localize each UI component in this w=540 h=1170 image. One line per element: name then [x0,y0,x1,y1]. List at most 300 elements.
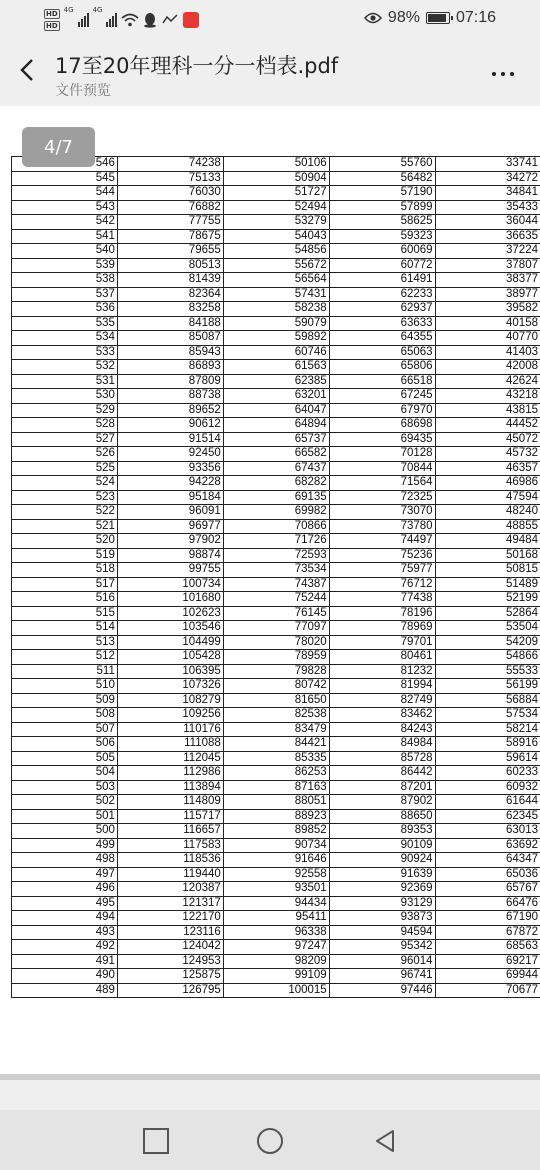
table-cell: 62345 [435,809,540,824]
table-cell: 86253 [223,766,329,781]
table-cell: 71564 [329,476,435,491]
table-cell: 76882 [117,200,223,215]
table-cell: 536 [12,302,118,317]
table-cell: 89652 [117,403,223,418]
table-cell: 91514 [117,432,223,447]
table-cell: 47594 [435,490,540,505]
table-cell: 57431 [223,287,329,302]
table-row [12,229,540,244]
table-cell: 111088 [117,737,223,752]
table-row [12,316,540,331]
signal-icon [78,13,89,27]
table-cell: 56482 [329,171,435,186]
table-cell: 34272 [435,171,540,186]
table-cell: 61644 [435,795,540,810]
table-cell: 70677 [435,983,540,998]
table-cell: 66518 [329,374,435,389]
table-row [12,447,540,462]
table-cell: 503 [12,780,118,795]
table-cell: 63692 [435,838,540,853]
table-cell: 514 [12,621,118,636]
table-cell: 36635 [435,229,540,244]
table-cell: 37807 [435,258,540,273]
table-cell: 54043 [223,229,329,244]
table-cell: 90734 [223,838,329,853]
table-cell: 99109 [223,969,329,984]
table-cell: 66476 [435,896,540,911]
table-cell: 91639 [329,867,435,882]
table-row [12,606,540,621]
score-table [11,156,540,998]
table-cell: 82364 [117,287,223,302]
table-cell: 498 [12,853,118,868]
table-cell: 52199 [435,592,540,607]
table-row [12,258,540,273]
table-cell: 90109 [329,838,435,853]
table-cell: 75244 [223,592,329,607]
table-cell: 90924 [329,853,435,868]
table-cell: 96091 [117,505,223,520]
table-cell: 84421 [223,737,329,752]
table-cell: 87809 [117,374,223,389]
table-cell: 60233 [435,766,540,781]
table-cell: 94228 [117,476,223,491]
table-cell: 77755 [117,215,223,230]
notification-icon [161,13,179,27]
table-row [12,244,540,259]
table-cell: 125875 [117,969,223,984]
table-cell: 38977 [435,287,540,302]
table-cell: 64347 [435,853,540,868]
table-cell: 104499 [117,635,223,650]
table-cell: 108279 [117,693,223,708]
table-cell: 68563 [435,940,540,955]
table-cell: 88051 [223,795,329,810]
hd-badges [44,9,60,31]
table-cell: 490 [12,969,118,984]
table-cell: 70866 [223,519,329,534]
table-cell: 85728 [329,751,435,766]
table-cell: 78675 [117,229,223,244]
table-cell: 510 [12,679,118,694]
table-cell: 114809 [117,795,223,810]
table-cell: 85335 [223,751,329,766]
table-cell: 96014 [329,954,435,969]
table-cell: 69982 [223,505,329,520]
table-cell: 544 [12,186,118,201]
table-cell: 76030 [117,186,223,201]
table-cell: 65737 [223,432,329,447]
wifi-icon [121,13,139,27]
table-cell: 113894 [117,780,223,795]
table-row [12,577,540,592]
table-cell: 81650 [223,693,329,708]
battery-percent: 98% [387,9,420,26]
table-cell: 93129 [329,896,435,911]
table-cell: 57534 [435,708,540,723]
table-cell: 528 [12,418,118,433]
table-cell: 117583 [117,838,223,853]
table-cell: 41403 [435,345,540,360]
table-cell: 51489 [435,577,540,592]
table-cell: 62233 [329,287,435,302]
table-cell: 539 [12,258,118,273]
table-cell: 523 [12,490,118,505]
table-cell: 78969 [329,621,435,636]
table-cell: 34841 [435,186,540,201]
battery-icon [426,12,450,24]
table-row [12,795,540,810]
table-row [12,461,540,476]
table-cell: 495 [12,896,118,911]
table-cell: 67245 [329,389,435,404]
table-cell: 84188 [117,316,223,331]
table-row [12,809,540,824]
table-cell: 112045 [117,751,223,766]
table-cell: 520 [12,534,118,549]
table-row [12,476,540,491]
table-cell: 81439 [117,273,223,288]
table-row [12,215,540,230]
table-cell: 97446 [329,983,435,998]
table-cell: 80513 [117,258,223,273]
table-cell: 527 [12,432,118,447]
table-row [12,838,540,853]
table-cell: 72593 [223,548,329,563]
table-cell: 43815 [435,403,540,418]
table-row [12,650,540,665]
table-cell: 58214 [435,722,540,737]
table-cell: 119440 [117,867,223,882]
table-cell: 538 [12,273,118,288]
more-options-icon[interactable] [492,72,514,76]
table-cell: 521 [12,519,118,534]
table-cell: 46357 [435,461,540,476]
table-row [12,708,540,723]
table-cell: 37224 [435,244,540,259]
table-cell: 85943 [117,345,223,360]
table-cell: 109256 [117,708,223,723]
table-cell: 83479 [223,722,329,737]
table-cell: 126795 [117,983,223,998]
table-row [12,867,540,882]
table-cell: 110176 [117,722,223,737]
table-row [12,693,540,708]
table-cell: 54209 [435,635,540,650]
table-cell: 497 [12,867,118,882]
table-row [12,490,540,505]
table-row [12,766,540,781]
table-row [12,374,540,389]
table-cell: 50106 [223,157,329,172]
table-row [12,186,540,201]
table-cell: 63201 [223,389,329,404]
table-cell: 87163 [223,780,329,795]
table-cell: 35433 [435,200,540,215]
table-cell: 97247 [223,940,329,955]
table-cell: 99755 [117,563,223,578]
table-cell: 530 [12,389,118,404]
table-row [12,432,540,447]
table-cell: 77438 [329,592,435,607]
table-cell: 63013 [435,824,540,839]
table-cell: 65767 [435,882,540,897]
home-button[interactable] [257,1128,283,1154]
table-cell: 53504 [435,621,540,636]
table-cell: 97902 [117,534,223,549]
table-cell: 500 [12,824,118,839]
table-cell: 51727 [223,186,329,201]
table-cell: 78959 [223,650,329,665]
table-row [12,635,540,650]
title-bar [0,40,540,106]
table-row [12,287,540,302]
table-row [12,505,540,520]
table-cell: 71726 [223,534,329,549]
table-cell: 124953 [117,954,223,969]
table-cell: 40158 [435,316,540,331]
table-cell: 493 [12,925,118,940]
table-cell: 105428 [117,650,223,665]
table-cell: 44452 [435,418,540,433]
table-row [12,969,540,984]
table-cell: 96977 [117,519,223,534]
table-cell: 507 [12,722,118,737]
table-cell: 100015 [223,983,329,998]
table-cell: 88923 [223,809,329,824]
table-cell: 489 [12,983,118,998]
table-row [12,983,540,998]
table-row [12,389,540,404]
qq-icon [143,12,157,28]
table-cell: 68698 [329,418,435,433]
table-cell: 62937 [329,302,435,317]
table-row [12,592,540,607]
table-cell: 118536 [117,853,223,868]
table-cell: 76145 [223,606,329,621]
table-cell: 58625 [329,215,435,230]
table-cell: 517 [12,577,118,592]
hd-badge: HD [46,10,58,18]
table-cell: 513 [12,635,118,650]
table-cell: 54856 [223,244,329,259]
table-cell: 540 [12,244,118,259]
table-cell: 58238 [223,302,329,317]
table-cell: 42008 [435,360,540,375]
status-right [364,9,496,27]
status-bar [0,0,540,40]
table-cell: 542 [12,215,118,230]
table-cell: 48855 [435,519,540,534]
network-type: 4G [92,6,103,14]
table-cell: 116657 [117,824,223,839]
table-cell: 515 [12,606,118,621]
table-cell: 55533 [435,664,540,679]
table-cell: 98209 [223,954,329,969]
table-cell: 506 [12,737,118,752]
table-cell: 69217 [435,954,540,969]
table-cell: 72325 [329,490,435,505]
table-cell: 519 [12,548,118,563]
table-cell: 84984 [329,737,435,752]
table-cell: 59614 [435,751,540,766]
table-cell: 102623 [117,606,223,621]
table-cell: 122170 [117,911,223,926]
table-cell: 64355 [329,331,435,346]
table-cell: 75133 [117,171,223,186]
table-cell: 96741 [329,969,435,984]
table-cell: 529 [12,403,118,418]
table-cell: 76712 [329,577,435,592]
table-cell: 535 [12,316,118,331]
table-row [12,751,540,766]
table-cell: 98874 [117,548,223,563]
table-cell: 532 [12,360,118,375]
table-cell: 40770 [435,331,540,346]
table-cell: 56199 [435,679,540,694]
table-cell: 502 [12,795,118,810]
table-cell: 82538 [223,708,329,723]
table-cell: 52864 [435,606,540,621]
table-cell: 56884 [435,693,540,708]
table-row [12,824,540,839]
table-row [12,200,540,215]
back-arrow-icon[interactable] [16,56,40,84]
table-cell: 56564 [223,273,329,288]
table-row [12,534,540,549]
table-cell: 504 [12,766,118,781]
table-cell: 70128 [329,447,435,462]
table-cell: 83462 [329,708,435,723]
table-cell: 58916 [435,737,540,752]
table-cell: 93873 [329,911,435,926]
table-cell: 61491 [329,273,435,288]
table-row [12,722,540,737]
table-cell: 61563 [223,360,329,375]
table-cell: 509 [12,693,118,708]
table-cell: 120387 [117,882,223,897]
table-cell: 63633 [329,316,435,331]
table-row [12,302,540,317]
table-cell: 121317 [117,896,223,911]
table-cell: 81994 [329,679,435,694]
table-cell: 73070 [329,505,435,520]
table-cell: 87201 [329,780,435,795]
recent-apps-button[interactable] [143,1128,169,1154]
table-cell: 94594 [329,925,435,940]
table-cell: 522 [12,505,118,520]
table-cell: 508 [12,708,118,723]
signal-icon [106,13,117,27]
table-cell: 68282 [223,476,329,491]
table-cell: 545 [12,171,118,186]
table-cell: 73534 [223,563,329,578]
table-cell: 546 [12,157,118,172]
table-cell: 518 [12,563,118,578]
table-cell: 54866 [435,650,540,665]
document-subtitle: 文件预览 [55,83,111,99]
table-cell: 524 [12,476,118,491]
table-cell: 75977 [329,563,435,578]
table-cell: 43218 [435,389,540,404]
table-cell: 60772 [329,258,435,273]
table-cell: 36044 [435,215,540,230]
table-cell: 69435 [329,432,435,447]
table-cell: 81232 [329,664,435,679]
table-cell: 499 [12,838,118,853]
table-cell: 83258 [117,302,223,317]
table-cell: 45732 [435,447,540,462]
table-cell: 543 [12,200,118,215]
table-cell: 66582 [223,447,329,462]
table-row [12,621,540,636]
table-cell: 74387 [223,577,329,592]
table-cell: 60069 [329,244,435,259]
table-cell: 89852 [223,824,329,839]
table-cell: 89353 [329,824,435,839]
table-cell: 77097 [223,621,329,636]
table-cell: 33741 [435,157,540,172]
table-row [12,403,540,418]
table-row [12,360,540,375]
table-cell: 101680 [117,592,223,607]
table-cell: 533 [12,345,118,360]
table-row [12,679,540,694]
back-button[interactable] [372,1128,398,1154]
table-cell: 67872 [435,925,540,940]
table-row [12,345,540,360]
table-cell: 74497 [329,534,435,549]
table-cell: 65036 [435,867,540,882]
table-cell: 95411 [223,911,329,926]
table-cell: 94434 [223,896,329,911]
table-cell: 496 [12,882,118,897]
table-cell: 67437 [223,461,329,476]
table-cell: 103546 [117,621,223,636]
table-row [12,519,540,534]
table-cell: 534 [12,331,118,346]
table-cell: 57899 [329,200,435,215]
table-row [12,171,540,186]
table-row [12,853,540,868]
table-cell: 48240 [435,505,540,520]
table-row [12,911,540,926]
table-cell: 107326 [117,679,223,694]
page-indicator: 4/7 [22,127,95,167]
table-cell: 75236 [329,548,435,563]
table-cell: 64894 [223,418,329,433]
table-cell: 45072 [435,432,540,447]
table-row [12,882,540,897]
table-row [12,940,540,955]
table-cell: 115717 [117,809,223,824]
table-cell: 78196 [329,606,435,621]
table-cell: 106395 [117,664,223,679]
table-cell: 55672 [223,258,329,273]
table-cell: 86442 [329,766,435,781]
table-cell: 112986 [117,766,223,781]
table-cell: 88650 [329,809,435,824]
eye-comfort-icon [364,12,382,24]
table-cell: 88738 [117,389,223,404]
table-cell: 91646 [223,853,329,868]
table-cell: 67970 [329,403,435,418]
table-row [12,737,540,752]
document-title: 17至20年理科一分一档表.pdf [55,54,339,78]
table-row [12,664,540,679]
table-cell: 79828 [223,664,329,679]
pdf-viewer[interactable] [0,106,540,1074]
